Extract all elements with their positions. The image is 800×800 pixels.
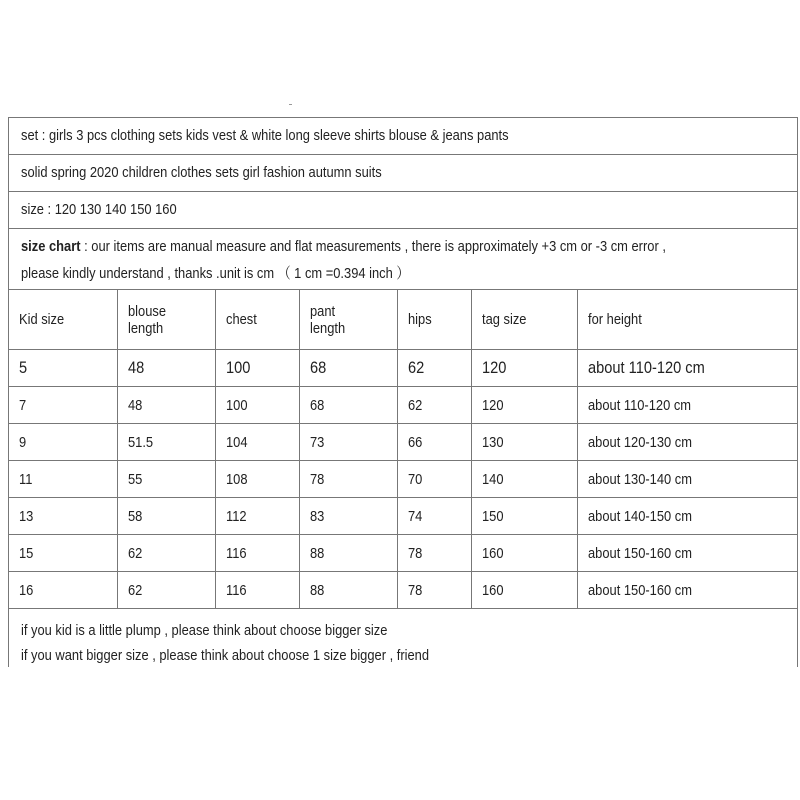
table-cell	[9, 572, 117, 609]
table-cell	[215, 461, 299, 498]
table-cell	[577, 424, 797, 461]
table-cell	[215, 424, 299, 461]
table-cell	[397, 535, 471, 572]
table-cell	[215, 535, 299, 572]
table-header-row	[9, 290, 797, 350]
cell-value: 78	[407, 581, 422, 599]
header-chest	[215, 290, 299, 350]
table-row	[9, 387, 797, 424]
cell-value: 108	[225, 470, 248, 488]
cell-value: about 130-140 cm	[587, 470, 692, 488]
set-description-row	[9, 118, 797, 155]
cell-value: 150	[481, 507, 504, 525]
cell-value: 70	[407, 470, 422, 488]
table-row	[9, 498, 797, 535]
header-kid-size	[9, 290, 117, 350]
size-chart-note-line1	[21, 238, 666, 255]
cell-value: about 150-160 cm	[587, 581, 692, 599]
table-cell	[397, 387, 471, 424]
table-cell	[471, 350, 577, 387]
table-cell	[117, 424, 215, 461]
table-cell	[9, 461, 117, 498]
table-cell	[397, 350, 471, 387]
size-chart-note-line2: please kindly understand , thanks .unit is cm （ 1 cm =0.394 inch ）	[21, 265, 410, 282]
cell-value: 160	[481, 544, 504, 562]
table-cell	[577, 350, 797, 387]
cell-value: 88	[309, 581, 324, 599]
table-row	[9, 535, 797, 572]
table-cell	[215, 387, 299, 424]
table-cell	[471, 535, 577, 572]
cell-value: 68	[309, 358, 326, 377]
season-description: solid spring 2020 children clothes sets girl fashion autumn suits	[21, 164, 382, 181]
table-cell	[577, 498, 797, 535]
table-cell	[117, 461, 215, 498]
table-cell	[9, 498, 117, 535]
table-cell	[471, 572, 577, 609]
header-text: tag size	[481, 311, 526, 328]
table-cell	[117, 535, 215, 572]
note-line-1: if you kid is a little plump , please think about choose bigger size	[21, 622, 388, 639]
cell-value: 68	[309, 396, 324, 414]
table-cell	[117, 350, 215, 387]
cell-value: about 120-130 cm	[587, 433, 692, 451]
table-cell	[299, 461, 397, 498]
cell-value: 120	[481, 396, 504, 414]
table-row	[9, 572, 797, 609]
cell-value: 48	[127, 358, 144, 377]
cell-value: 15	[19, 544, 34, 562]
cell-value: 88	[309, 544, 324, 562]
table-cell	[397, 572, 471, 609]
cell-value: 116	[225, 544, 247, 562]
table-cell	[577, 572, 797, 609]
header-pant-length	[299, 290, 397, 350]
header-text: Kid size	[19, 311, 65, 328]
table-cell	[299, 572, 397, 609]
table-row	[9, 350, 797, 387]
table-cell	[471, 498, 577, 535]
table-cell	[215, 572, 299, 609]
size-chart-label: size chart	[21, 238, 81, 255]
table-cell	[299, 350, 397, 387]
header-text: for height	[587, 311, 642, 328]
header-blouse-length	[117, 290, 215, 350]
cell-value: about 110-120 cm	[587, 396, 691, 414]
cell-value: 5	[19, 358, 28, 377]
cell-value: 48	[127, 396, 142, 414]
cell-value: 100	[225, 358, 250, 377]
set-description: set : girls 3 pcs clothing sets kids vest & white long sleeve shirts blouse & jeans pants	[21, 127, 509, 144]
table-row	[9, 461, 797, 498]
table-cell	[215, 498, 299, 535]
table-cell	[471, 387, 577, 424]
header-for-height	[577, 290, 797, 350]
table-cell	[215, 350, 299, 387]
note-line-2: if you want bigger size , please think about choose 1 size bigger , friend	[21, 647, 430, 664]
table-cell	[397, 498, 471, 535]
header-tag-size	[471, 290, 577, 350]
size-chart-note-row	[9, 229, 797, 290]
table-cell	[299, 424, 397, 461]
header-text: pant	[309, 302, 335, 320]
cell-value: 13	[19, 507, 34, 525]
cell-value: 78	[407, 544, 422, 562]
table-cell	[299, 387, 397, 424]
table-cell	[117, 498, 215, 535]
cell-value: about 150-160 cm	[587, 544, 692, 562]
cell-value: 116	[225, 581, 247, 599]
header-text: blouse	[127, 302, 166, 320]
cell-value: 51.5	[127, 433, 153, 451]
table-cell	[397, 461, 471, 498]
cell-value: 130	[481, 433, 504, 451]
table-cell	[397, 424, 471, 461]
cell-value: 11	[19, 470, 33, 488]
header-text: length	[127, 319, 163, 337]
table-cell	[299, 498, 397, 535]
cell-value: 62	[127, 581, 142, 599]
sizes-text: size : 120 130 140 150 160	[21, 201, 177, 218]
table-row	[9, 424, 797, 461]
cell-value: 62	[407, 396, 422, 414]
table-cell	[577, 535, 797, 572]
cell-value: 9	[19, 433, 27, 451]
size-chart-sheet	[8, 117, 798, 667]
cell-value: 58	[127, 507, 142, 525]
table-cell	[9, 350, 117, 387]
header-hips	[397, 290, 471, 350]
cell-value: 74	[407, 507, 422, 525]
cell-value: 112	[225, 507, 247, 525]
notes	[21, 618, 495, 668]
header-text: chest	[225, 311, 257, 328]
cell-value: 100	[225, 396, 248, 414]
cell-value: 78	[309, 470, 324, 488]
cell-value: 62	[407, 358, 424, 377]
cell-value: about 110-120 cm	[587, 358, 705, 377]
table-cell	[117, 572, 215, 609]
cell-value: 73	[309, 433, 324, 451]
table-cell	[299, 535, 397, 572]
season-description-row	[9, 155, 797, 192]
size-chart-note-text: : our items are manual measure and flat measurements , there is approximately +3 cm or -3 cm error ,	[80, 238, 666, 255]
table-cell	[117, 387, 215, 424]
table-cell	[577, 461, 797, 498]
table-cell	[9, 535, 117, 572]
measurement-table	[9, 290, 797, 609]
table-cell	[471, 424, 577, 461]
table-cell	[471, 461, 577, 498]
header-text: hips	[407, 311, 432, 328]
cell-value: 16	[19, 581, 34, 599]
cell-value: 66	[407, 433, 422, 451]
cell-value: 55	[127, 470, 142, 488]
cell-value: 62	[127, 544, 142, 562]
cell-value: 104	[225, 433, 248, 451]
cell-value: 160	[481, 581, 504, 599]
stray-mark	[289, 104, 292, 105]
cell-value: 120	[481, 358, 506, 377]
table-cell	[9, 387, 117, 424]
header-text: length	[309, 319, 345, 337]
cell-value: 7	[19, 396, 27, 414]
table-cell	[9, 424, 117, 461]
sizes-row	[9, 192, 797, 229]
cell-value: 140	[481, 470, 504, 488]
table-cell	[577, 387, 797, 424]
cell-value: 83	[309, 507, 324, 525]
cell-value: about 140-150 cm	[587, 507, 692, 525]
